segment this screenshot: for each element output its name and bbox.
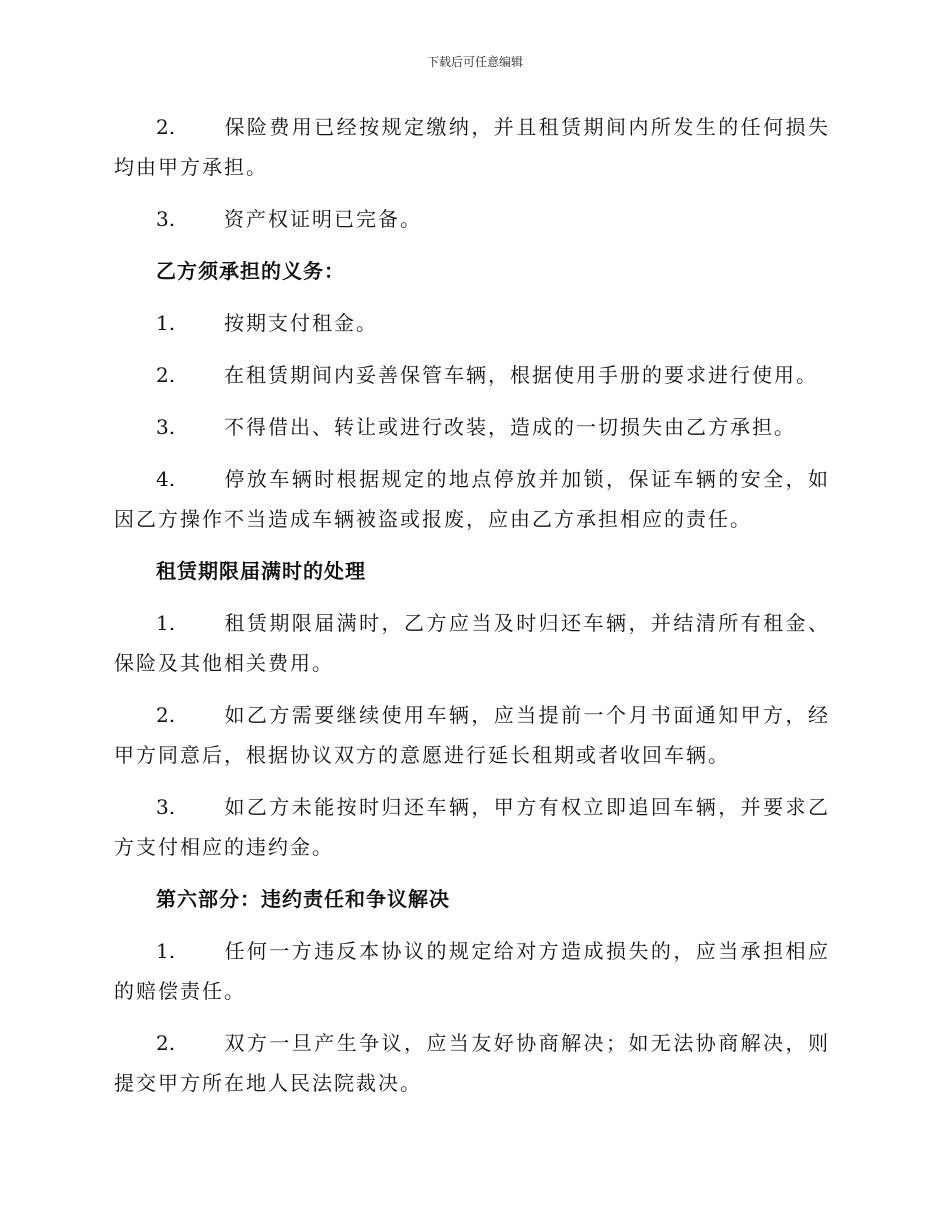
- clause-text: 按期支付租金。: [224, 311, 378, 335]
- clause-number: 1.: [156, 311, 176, 335]
- clause-paragraph: [114, 1023, 830, 1103]
- document-body: [114, 107, 830, 1115]
- clause-number: 2.: [156, 115, 176, 139]
- clause-paragraph: [114, 695, 830, 775]
- clause-paragraph: [114, 459, 830, 539]
- clause-text: 如乙方未能按时归还车辆，甲方有权立即追回车辆，并要求乙方支付相应的违约金。: [114, 795, 830, 859]
- clause-paragraph: [114, 199, 830, 239]
- clause-text: 不得借出、转让或进行改装，造成的一切损失由乙方承担。: [224, 415, 796, 439]
- clause-number: 2.: [156, 1031, 176, 1055]
- page-header: 下载后可任意编辑: [426, 55, 523, 69]
- clause-number: 4.: [156, 467, 176, 491]
- clause-number: 3.: [156, 207, 176, 231]
- clause-paragraph: [114, 303, 830, 343]
- clause-paragraph: [114, 787, 830, 867]
- clause-text: 保险费用已经按规定缴纳，并且租赁期间内所发生的任何损失均由甲方承担。: [114, 115, 830, 179]
- clause-text: 双方一旦产生争议，应当友好协商解决；如无法协商解决，则提交甲方所在地人民法院裁决。: [114, 1031, 830, 1095]
- clause-number: 1.: [156, 939, 176, 963]
- clause-number: 2.: [156, 363, 176, 387]
- clause-number: 3.: [156, 415, 176, 439]
- clause-text: 停放车辆时根据规定的地点停放并加锁，保证车辆的安全，如因乙方操作不当造成车辆被盗或报废，应由乙方承担相应的责任。: [114, 467, 830, 531]
- clause-text: 租赁期限届满时，乙方应当及时归还车辆，并结清所有租金、保险及其他相关费用。: [114, 611, 830, 675]
- clause-paragraph: [114, 407, 830, 447]
- clause-text: 任何一方违反本协议的规定给对方造成损失的，应当承担相应的赔偿责任。: [114, 939, 830, 1003]
- clause-number: 1.: [156, 611, 176, 635]
- section-heading: 第六部分：违约责任和争议解决: [156, 887, 450, 911]
- clause-number: 2.: [156, 703, 176, 727]
- section-heading: 租赁期限届满时的处理: [156, 559, 366, 583]
- clause-paragraph: [114, 107, 830, 187]
- clause-text: 资产权证明已完备。: [224, 207, 422, 231]
- clause-paragraph: [114, 931, 830, 1011]
- clause-paragraph: [114, 355, 830, 395]
- section-heading: 乙方须承担的义务：: [156, 259, 345, 283]
- clause-text: 如乙方需要继续使用车辆，应当提前一个月书面通知甲方，经甲方同意后，根据协议双方的意愿进行延长租期或者收回车辆。: [114, 703, 830, 767]
- clause-paragraph: [114, 603, 830, 683]
- clause-number: 3.: [156, 795, 176, 819]
- clause-text: 在租赁期间内妥善保管车辆，根据使用手册的要求进行使用。: [224, 363, 818, 387]
